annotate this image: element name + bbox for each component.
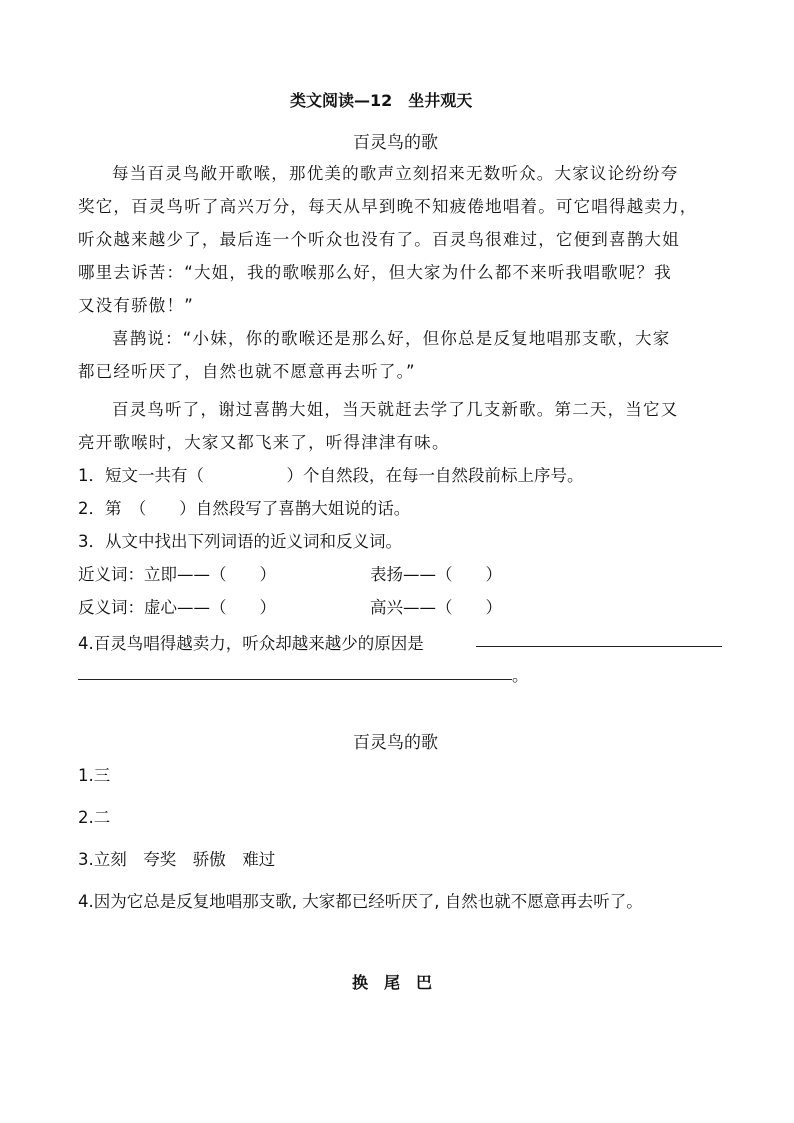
antonym-item-1: 反义词：虚心——（ ）: [78, 598, 276, 617]
paragraph-2-line-2: 都已经听厌了，自然也就不愿意再去听了。”: [78, 362, 416, 381]
answer-1: 1.三: [78, 766, 111, 785]
paragraph-1-line-4: 哪里去诉苦：“大姐，我的歌喉那么好，但大家为什么都不来听我唱歌呢？我: [78, 263, 672, 282]
question-4-end-mark: 。: [512, 666, 529, 685]
paragraph-1-line-3: 听众越来越少了，最后连一个听众也没有了。百灵鸟很难过，它便到喜鹊大姐: [78, 230, 680, 249]
answer-blank-line-2[interactable]: [78, 679, 512, 680]
answers-title: 百灵鸟的歌: [353, 733, 438, 753]
question-4: 4.百灵鸟唱得越卖力，听众却越来越少的原因是: [78, 634, 424, 653]
synonym-item-2: 表扬——（ ）: [370, 565, 502, 584]
answer-blank-line-1[interactable]: [476, 646, 722, 647]
synonym-item-1: 近义词：立即——（ ）: [78, 565, 276, 584]
antonym-item-2: 高兴——（ ）: [370, 598, 502, 617]
paragraph-1-line-1: 每当百灵鸟敞开歌喉，那优美的歌声立刻招来无数听众。大家议论纷纷夸: [112, 164, 679, 183]
answer-4: 4.因为它总是反复地唱那支歌, 大家都已经听厌了, 自然也就不愿意再去听了。: [78, 892, 643, 911]
paragraph-1-line-5: 又没有骄傲！”: [78, 296, 194, 315]
question-1: 1．短文一共有（ ）个自然段，在每一自然段前标上序号。: [78, 466, 584, 485]
paragraph-3-line-1: 百灵鸟听了，谢过喜鹊大姐，当天就赶去学了几支新歌。第二天，当它又: [112, 400, 679, 419]
question-3: 3．从文中找出下列词语的近义词和反义词。: [78, 532, 402, 551]
story-title: 百灵鸟的歌: [353, 133, 438, 153]
paragraph-1-line-2: 奖它，百灵鸟听了高兴万分，每天从早到晚不知疲倦地唱着。可它唱得越卖力，: [78, 197, 698, 216]
answer-3: 3.立刻 夸奖 骄傲 难过: [78, 850, 276, 869]
question-2: 2．第 （ ）自然段写了喜鹊大姐说的话。: [78, 499, 411, 518]
answer-2: 2.二: [78, 808, 111, 827]
paragraph-3-line-2: 亮开歌喉时，大家又都飞来了，听得津津有味。: [78, 433, 450, 452]
doc-title: 类文阅读—12 坐井观天: [290, 91, 473, 110]
paragraph-2-line-1: 喜鹊说：“小妹，你的歌喉还是那么好，但你总是反复地唱那支歌，大家: [112, 329, 671, 348]
next-story-title: 换尾巴: [352, 973, 449, 992]
